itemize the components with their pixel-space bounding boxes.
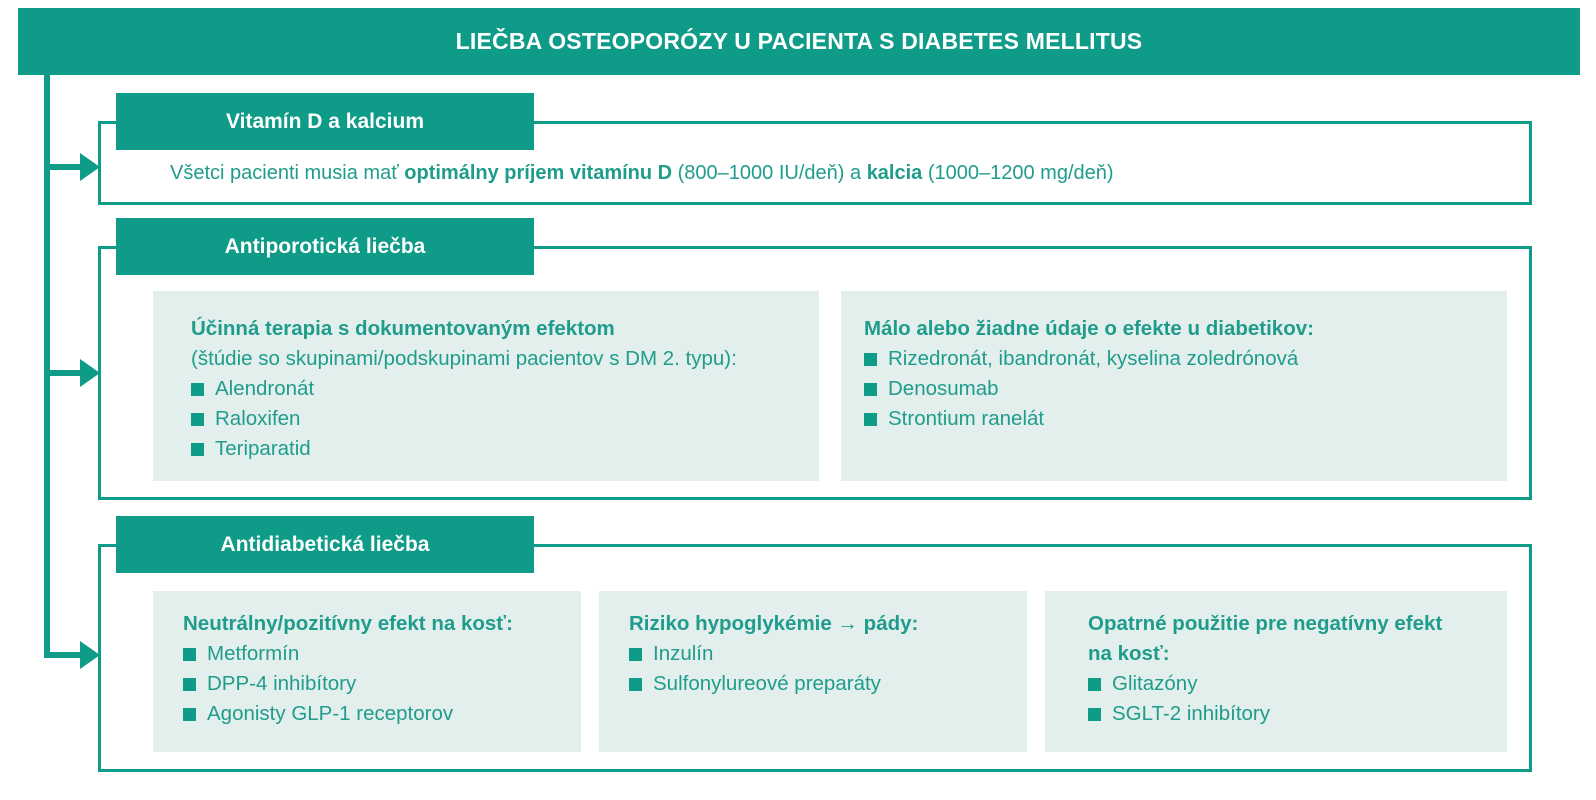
square-bullet-icon: [183, 648, 196, 661]
square-bullet-icon: [191, 443, 204, 456]
square-bullet-icon: [1088, 708, 1101, 721]
list-item-label: DPP-4 inhibítory: [207, 672, 357, 695]
panel-hypoglycemia-risk: [599, 591, 1027, 752]
list-item: [183, 669, 551, 699]
list-item-label: Inzulín: [653, 642, 714, 665]
list-item: [629, 669, 997, 699]
square-bullet-icon: [864, 413, 877, 426]
square-bullet-icon: [1088, 678, 1101, 691]
drug-list: [864, 344, 1484, 434]
square-bullet-icon: [864, 383, 877, 396]
connector-arrow-line-antidiabetic: [44, 652, 82, 658]
connector-arrow-line-antiporotic: [44, 370, 82, 376]
section-vitamin-text: [170, 162, 1114, 185]
list-item-label: Metformín: [207, 642, 300, 665]
list-item-label: Rizedronát, ibandronát, kyselina zoledrónová: [888, 347, 1299, 370]
panel-heading: na kosť:: [1088, 642, 1170, 665]
vitamin-text-bold: optimálny príjem vitamínu D: [404, 162, 673, 184]
vitamin-text-part: Všetci pacienti musia mať: [170, 162, 405, 184]
list-item: [864, 344, 1484, 374]
drug-list: [1088, 669, 1464, 729]
vitamin-text-bold: kalcia: [866, 162, 923, 184]
connector-arrow-line-vitamin: [44, 164, 82, 170]
vitamin-text-part: (1000–1200 mg/deň): [922, 162, 1114, 184]
section-antiporotic-tab: [116, 218, 534, 275]
list-item: [191, 434, 781, 464]
panel-caution-use: [1045, 591, 1507, 752]
list-item-label: Teriparatid: [215, 437, 311, 460]
list-item: [191, 404, 781, 434]
section-vitamin-title: Vitamín D a kalcium: [225, 109, 425, 133]
panel-effective-therapy: [153, 291, 819, 481]
list-item-label: SGLT-2 inhibítory: [1112, 702, 1270, 725]
list-item: [864, 404, 1484, 434]
list-item-label: Strontium ranelát: [888, 407, 1045, 430]
square-bullet-icon: [191, 413, 204, 426]
square-bullet-icon: [629, 648, 642, 661]
vitamin-text-part: (800–1000 IU/deň) a: [672, 162, 867, 184]
list-item: [629, 639, 997, 669]
panel-heading: Účinná terapia s dokumentovaným efektom: [191, 317, 615, 340]
square-bullet-icon: [629, 678, 642, 691]
square-bullet-icon: [183, 708, 196, 721]
list-item-label: Alendronát: [215, 377, 315, 400]
drug-list: [629, 639, 997, 699]
list-item: [1088, 699, 1464, 729]
arrow-right-icon: [80, 153, 100, 181]
arrow-right-icon: [80, 359, 100, 387]
section-vitamin-tab: [116, 93, 534, 150]
list-item: [191, 374, 781, 404]
square-bullet-icon: [191, 383, 204, 396]
panel-heading: Neutrálny/pozitívny efekt na kosť:: [183, 612, 513, 635]
list-item-label: Raloxifen: [215, 407, 301, 430]
drug-list: [183, 639, 551, 729]
square-bullet-icon: [864, 353, 877, 366]
panel-little-data: [841, 291, 1507, 481]
diagram-title: LIEČBA OSTEOPORÓZY U PACIENTA S DIABETES MELLITUS: [455, 28, 1143, 54]
drug-list: [191, 374, 781, 464]
list-item: [864, 374, 1484, 404]
list-item: [1088, 669, 1464, 699]
panel-heading: Riziko hypoglykémie → pády:: [629, 612, 919, 635]
panel-heading: Málo alebo žiadne údaje o efekte u diabetikov:: [864, 317, 1314, 340]
panel-subheading: (štúdie so skupinami/podskupinami pacientov s DM 2. typu):: [191, 347, 737, 370]
list-item-label: Denosumab: [888, 377, 999, 400]
list-item: [183, 639, 551, 669]
section-antidiabetic-title: Antidiabetická liečba: [220, 532, 430, 556]
section-antidiabetic-tab: [116, 516, 534, 573]
panel-neutral-positive: [153, 591, 581, 752]
list-item-label: Sulfonylureové preparáty: [653, 672, 881, 695]
list-item-label: Glitazóny: [1112, 672, 1198, 695]
list-item: [183, 699, 551, 729]
connector-vertical-line: [44, 74, 50, 658]
list-item-label: Agonisty GLP-1 receptorov: [207, 702, 454, 725]
arrow-right-icon: [80, 641, 100, 669]
square-bullet-icon: [183, 678, 196, 691]
diagram-title-bar: [18, 8, 1580, 75]
panel-heading: Opatrné použitie pre negatívny efekt: [1088, 612, 1443, 635]
section-antiporotic-title: Antiporotická liečba: [224, 234, 426, 258]
